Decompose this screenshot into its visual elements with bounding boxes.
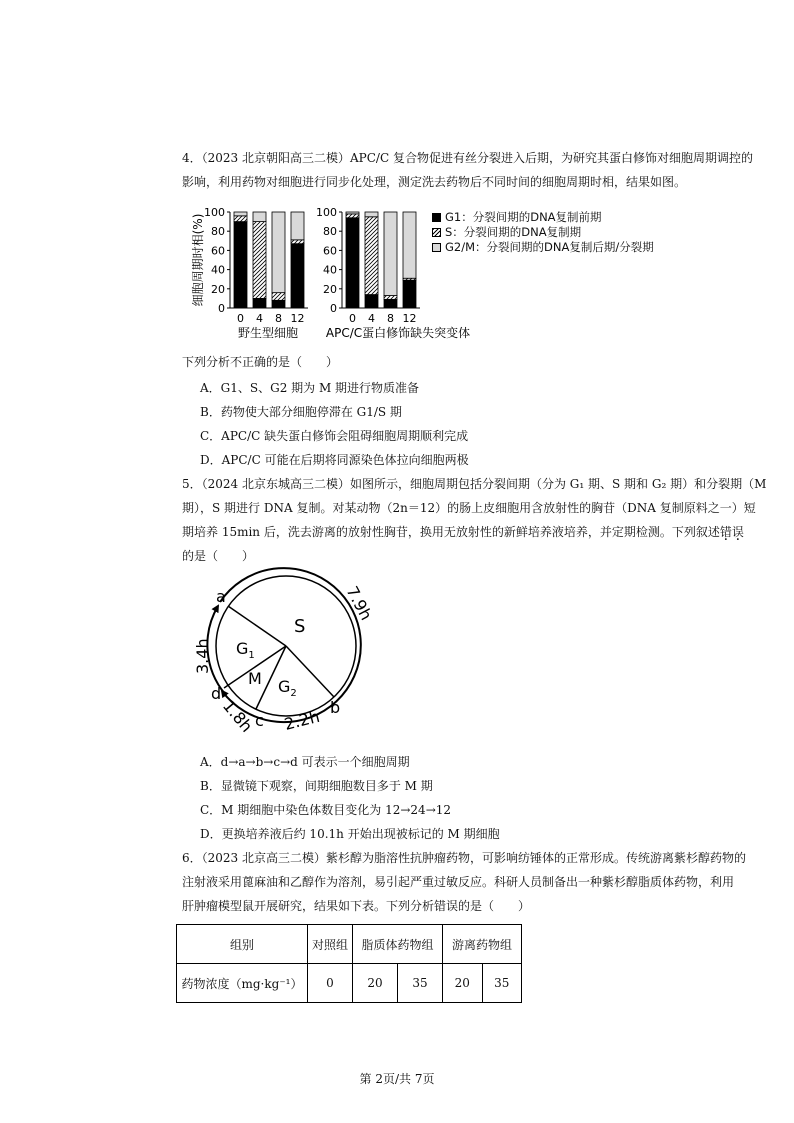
label-b: b: [330, 698, 341, 717]
emphasis-char-2: 误: [731, 525, 744, 539]
q4-prompt: 下列分析不正确的是（ ）: [182, 355, 339, 369]
y-tick-label: 80: [211, 225, 225, 239]
q4-stem-line2: 影响，利用药物对细胞进行同步化处理，测定洗去药物后不同时间的细胞周期时相，结果如图。: [182, 175, 687, 189]
th-group: 组别: [177, 925, 308, 964]
y-tick-label: 40: [211, 263, 225, 277]
emphasis-char-1: 错: [719, 525, 732, 539]
bar-segment: [253, 212, 266, 222]
bar-segment: [234, 212, 247, 216]
label-s-phase: S: [294, 616, 306, 637]
th-free: 游离药物组: [443, 925, 522, 964]
bar-segment: [291, 212, 304, 240]
q6-stem-line3: 肝肿瘤模型鼠开展研究，结果如下表。下列分析错误的是（ ）: [182, 899, 531, 913]
bar-segment: [384, 299, 397, 308]
bar-segment: [291, 240, 304, 244]
td-value: 35: [398, 964, 443, 1003]
q5-stem-line4: 的是（ ）: [182, 549, 255, 563]
q4-option-a: A．G1、S、G2 期为 M 期进行物质准备: [200, 381, 420, 395]
q5-stem-line3: [182, 524, 744, 540]
bar-segment: [346, 218, 359, 308]
y-tick-label: 100: [204, 206, 225, 219]
q6-data-table: [176, 924, 522, 1003]
duration-g1: 3.4h: [193, 638, 212, 674]
y-tick-label: 60: [211, 244, 225, 258]
bar-segment: [291, 244, 304, 308]
q5-option-a: A．d→a→b→c→d 可表示一个细胞周期: [200, 755, 410, 769]
cell-cycle-circle-diagram: [180, 566, 400, 736]
y-axis-label: 细胞周期时相(%): [191, 213, 205, 307]
label-c: c: [255, 711, 264, 730]
q4-option-d: D．APC/C 可能在后期将同源染色体拉向细胞两极: [200, 453, 469, 467]
chart-title: APC/C蛋白修饰缺失突变体: [325, 326, 471, 340]
bar-segment: [346, 212, 359, 214]
x-tick-label: 12: [290, 312, 305, 325]
td-value: 20: [443, 964, 483, 1003]
y-tick-label: 80: [323, 225, 337, 239]
x-tick-label: 8: [275, 312, 282, 325]
q4-stem-line1: 4．（2023 北京朝阳高三二模）APC/C 复合物促进有丝分裂进入后期，为研究其蛋白修饰对细胞周期调控的: [182, 151, 753, 165]
legend-g2m: [432, 240, 654, 255]
y-tick-label: 0: [218, 302, 225, 315]
q4-option-b: B．药物使大部分细胞停滞在 G1/S 期: [200, 405, 402, 419]
bar-segment: [365, 212, 378, 217]
y-tick-label: 20: [211, 282, 225, 296]
legend-g1: [432, 210, 602, 225]
legend-swatch-black: [432, 213, 441, 222]
q5-stem-line2: 期），S 期进行 DNA 复制。对某动物（2n＝12）的肠上皮细胞用含放射性的胸苷（DNA 复制原料之一）短: [182, 501, 756, 515]
q5-option-b: B．显微镜下观察，间期细胞数目多于 M 期: [200, 779, 433, 793]
label-g2-phase: [278, 677, 297, 699]
bar-segment: [234, 222, 247, 308]
bar-segment: [272, 293, 285, 301]
q5-stem-line3-text: 期培养 15min 后，洗去游离的放射性胸苷，换用无放射性的新鲜培养液培养，并定期检测。下列叙述: [182, 525, 720, 539]
th-liposome: 脂质体药物组: [353, 925, 443, 964]
td-value: 0: [308, 964, 353, 1003]
legend-s: [432, 225, 581, 240]
q5-stem-line1: 5．（2024 北京东城高三二模）如图所示，细胞周期包括分裂间期（分为 G₁ 期、S 期和 G₂ 期）和分裂期（M: [182, 477, 767, 491]
duration-g2: 2.2h: [282, 706, 322, 734]
legend-label-s: S：分裂间期的DNA复制期: [445, 225, 582, 239]
td-value: 20: [353, 964, 398, 1003]
bar-segment: [253, 222, 266, 299]
chart-title: 野生型细胞: [237, 326, 299, 340]
table-row: [177, 964, 522, 1003]
y-tick-label: 60: [323, 244, 337, 258]
q5-option-d: D．更换培养液后约 10.1h 开始出现被标记的 M 期细胞: [200, 827, 500, 841]
x-tick-label: 4: [256, 312, 263, 325]
label-g1-phase: [236, 639, 255, 661]
q4-option-c: C．APC/C 缺失蛋白修饰会阻碍细胞周期顺利完成: [200, 429, 469, 443]
legend-label-g1: G1：分裂间期的DNA复制前期: [445, 210, 602, 224]
x-tick-label: 8: [387, 312, 394, 325]
q5-option-c: C．M 期细胞中染色体数目变化为 12→24→12: [200, 803, 452, 817]
x-tick-label: 4: [368, 312, 375, 325]
cell-cycle-bar-charts: [0, 198, 794, 348]
page-footer: 第 2页/共 7页: [359, 1072, 435, 1086]
label-a: a: [216, 587, 226, 606]
legend-swatch-hatched: [432, 228, 441, 237]
y-tick-label: 0: [330, 302, 337, 315]
bar-segment: [253, 298, 266, 308]
label-d: d: [211, 684, 222, 703]
label-g2-main: G: [278, 677, 291, 696]
q6-stem-line1: 6．（2023 北京高三二模）紫杉醇为脂溶性抗肿瘤药物，可影响纺锤体的正常形成。传统游离紫杉醇药物的: [182, 851, 746, 865]
label-g1-sub: 1: [248, 650, 255, 661]
y-tick-label: 100: [316, 206, 337, 219]
label-g2-sub: 2: [290, 688, 297, 699]
bar-segment: [384, 212, 397, 296]
y-tick-label: 40: [323, 263, 337, 277]
td-value: 35: [482, 964, 522, 1003]
x-tick-label: 0: [237, 312, 244, 325]
bar-segment: [346, 214, 359, 218]
bar-segment: [403, 212, 416, 278]
x-tick-label: 12: [402, 312, 417, 325]
y-tick-label: 20: [323, 282, 337, 296]
legend-label-g2m: G2/M：分裂间期的DNA复制后期/分裂期: [445, 240, 654, 254]
table-header-row: [177, 925, 522, 964]
duration-m: 1.8h: [218, 696, 257, 736]
label-g1-main: G: [236, 639, 249, 658]
bar-segment: [234, 216, 247, 222]
td-label: 药物浓度（mg·kg⁻¹）: [177, 964, 308, 1003]
duration-s: 7.9h: [342, 582, 376, 624]
bar-segment: [384, 296, 397, 300]
legend-swatch-gray: [432, 243, 441, 252]
x-tick-label: 0: [349, 312, 356, 325]
label-m-phase: M: [248, 669, 262, 688]
bar-segment: [365, 217, 378, 295]
bar-segment: [272, 300, 285, 308]
bar-segment: [403, 280, 416, 308]
q6-stem-line2: 注射液采用蓖麻油和乙醇作为溶剂，易引起严重过敏反应。科研人员制备出一种紫杉醇脂质体药物，利用: [182, 875, 735, 889]
bar-segment: [272, 212, 285, 293]
th-control: 对照组: [308, 925, 353, 964]
bar-segment: [365, 295, 378, 308]
